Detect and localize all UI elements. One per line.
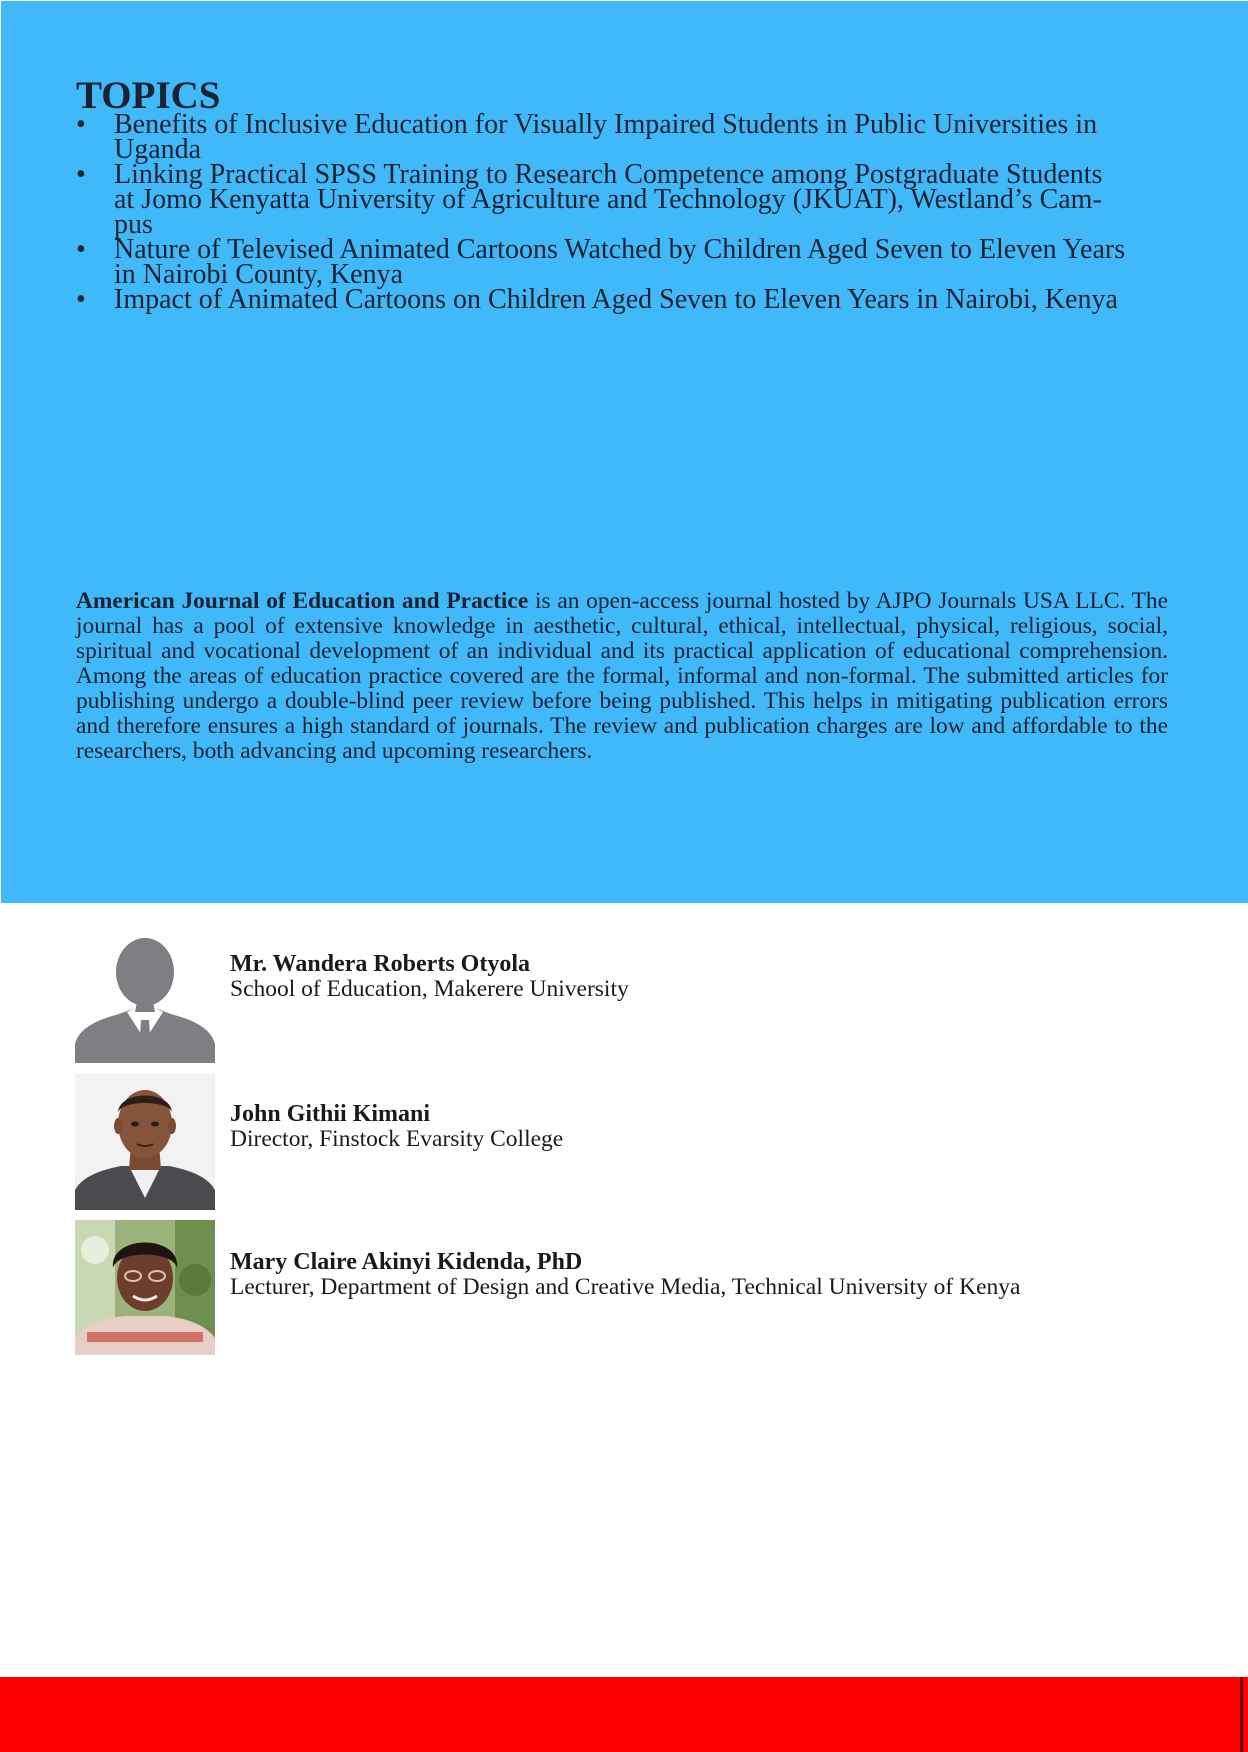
topic-line: Linking Practical SPSS Training to Research Competence among Postgraduate Students — [114, 159, 1103, 190]
topic-item — [76, 234, 1176, 290]
author-affiliation: Director, Finstock Evarsity College — [230, 1126, 564, 1152]
author-name: John Githii Kimani — [230, 1101, 431, 1127]
footer-band — [0, 1677, 1248, 1752]
topic-line: Nature of Televised Animated Cartoons Watched by Children Aged Seven to Eleven Years — [114, 234, 1126, 265]
topics-list — [76, 109, 1176, 315]
man-portrait — [75, 1074, 215, 1210]
bullet-icon: • — [76, 159, 86, 190]
author-name: Mr. Wandera Roberts Otyola — [230, 951, 530, 977]
bullet-icon: • — [76, 234, 86, 265]
topic-line: at Jomo Kenyatta University of Agriculture and Technology (JKUAT), Westland’s Cam- — [114, 184, 1102, 215]
avatar-placeholder-icon — [75, 932, 215, 1063]
journal-description — [76, 589, 1168, 764]
author-card — [75, 926, 1175, 1066]
topics-panel — [1, 1, 1248, 903]
woman-portrait — [75, 1220, 215, 1355]
author-name: Mary Claire Akinyi Kidenda, PhD — [230, 1249, 583, 1275]
author-affiliation: School of Education, Makerere University — [230, 976, 629, 1002]
topic-line: pus — [114, 209, 153, 240]
bullet-icon: • — [76, 109, 86, 140]
author-card — [75, 1074, 1175, 1214]
bullet-icon: • — [76, 284, 86, 315]
topic-item — [76, 159, 1176, 240]
topic-line: Benefits of Inclusive Education for Visually Impaired Students in Public Universities in — [114, 109, 1098, 140]
topic-item — [76, 109, 1176, 165]
topic-line: in Nairobi County, Kenya — [114, 259, 404, 290]
topic-item — [76, 284, 1176, 315]
topic-line: Impact of Animated Cartoons on Children Aged Seven to Eleven Years in Nairobi, Kenya — [114, 284, 1118, 315]
journal-name: American Journal of Education and Practice — [76, 588, 529, 614]
author-affiliation: Lecturer, Department of Design and Creative Media, Technical University of Kenya — [230, 1274, 1021, 1300]
topic-line: Uganda — [114, 134, 202, 165]
topics-heading: TOPICS — [76, 74, 221, 117]
author-card — [75, 1220, 1175, 1360]
journal-description-text: is an open-access journal hosted by AJPO Journals USA LLC. The journal has a pool of extensive knowledge in aesthetic, cultural, ethical, intellectual, physical, religious, social, spiritual and vocational development of an individual and its practical application of educational comprehension. Among the areas of education practice covered are the formal, informal and non-formal. The submitted articles for publishing undergo a double-blind peer review before being published. This helps in mitigating publication errors and therefore ensures a high standard of journals. The review and publication charges are low and affordable to the researchers, both advancing and upcoming researchers. — [76, 588, 1168, 764]
footer-band-edge — [1240, 1677, 1243, 1752]
